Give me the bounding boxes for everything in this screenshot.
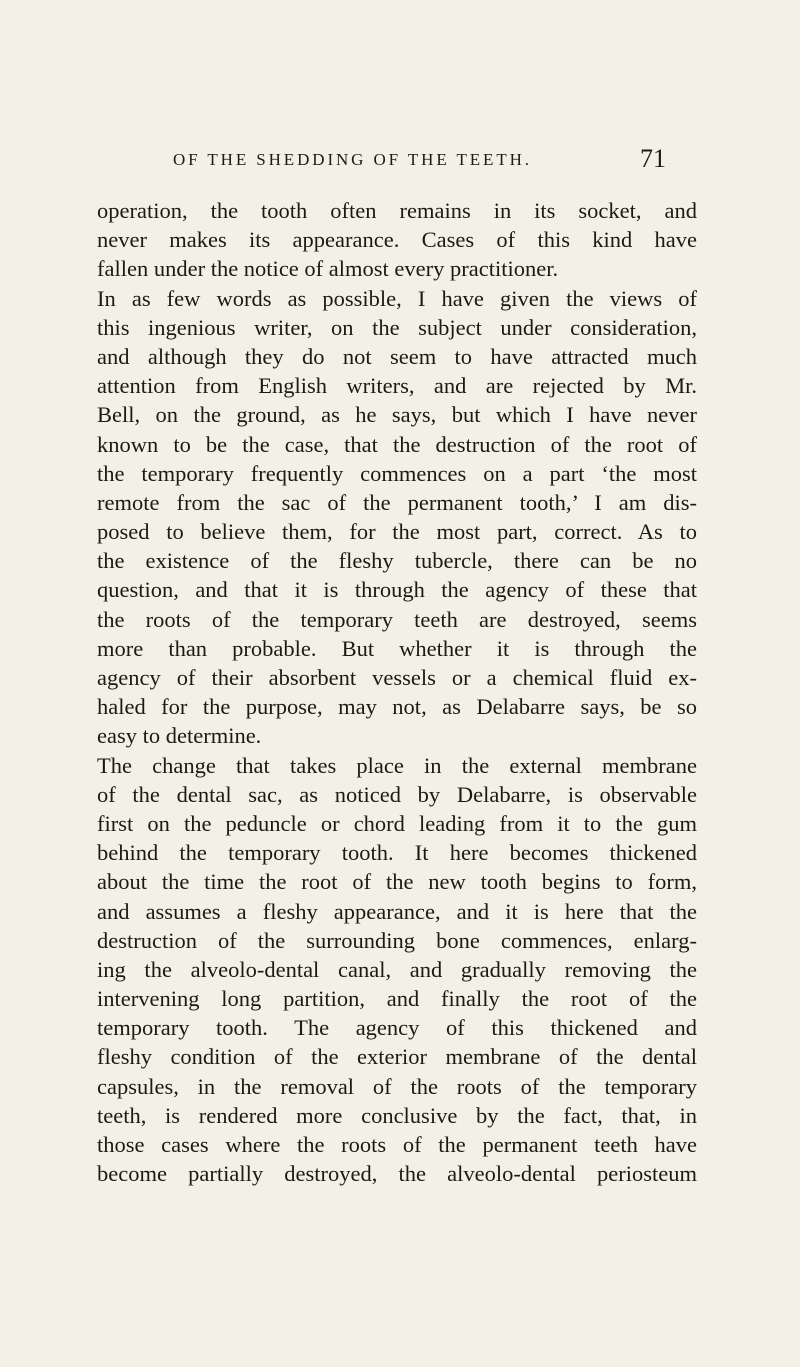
text-line: remote from the sac of the permanent tooth,’ I am dis- bbox=[97, 489, 697, 515]
text-line: this ingenious writer, on the subject under consideration, bbox=[97, 314, 697, 340]
text-line: operation, the tooth often remains in its socket, and bbox=[97, 198, 697, 223]
text-line: The change that takes place in the external membrane bbox=[97, 752, 697, 778]
text-line: easy to determine. bbox=[97, 723, 262, 749]
text-line: behind the temporary tooth. It here becomes thickened bbox=[97, 840, 697, 866]
text-line: teeth, is rendered more conclusive by the fact, that, in bbox=[97, 1102, 697, 1128]
text-line: intervening long partition, and finally the root of the bbox=[97, 986, 697, 1012]
running-head: OF THE SHEDDING OF THE TEETH. bbox=[173, 150, 532, 169]
text-line: temporary tooth. The agency of this thickened and bbox=[97, 1015, 697, 1041]
text-line: capsules, in the removal of the roots of the temporary bbox=[97, 1073, 697, 1099]
text-line: those cases where the roots of the permanent teeth have bbox=[97, 1132, 697, 1157]
text-line: and although they do not seem to have attracted much bbox=[97, 343, 697, 369]
text-line: fleshy condition of the exterior membrane of the dental bbox=[97, 1044, 697, 1070]
body-text bbox=[97, 196, 697, 1188]
text-line: about the time the root of the new tooth begins to form, bbox=[97, 869, 697, 895]
text-line: the temporary frequently commences on a part ‘the most bbox=[97, 460, 697, 486]
text-line: posed to believe them, for the most part, correct. As to bbox=[97, 519, 697, 545]
text-line: attention from English writers, and are rejected by Mr. bbox=[97, 373, 697, 399]
text-line: fallen under the notice of almost every practitioner. bbox=[97, 256, 559, 282]
text-line: In as few words as possible, I have given the views of bbox=[97, 285, 697, 311]
text-line: destruction of the surrounding bone commences, enlarg- bbox=[97, 927, 697, 953]
text-line: ing the alveolo-dental canal, and gradually removing the bbox=[97, 956, 697, 982]
text-line: the existence of the fleshy tubercle, there can be no bbox=[97, 548, 697, 574]
text-line: of the dental sac, as noticed by Delabarre, is observable bbox=[97, 781, 697, 807]
page-number: 71 bbox=[640, 144, 666, 173]
text-line: more than probable. But whether it is through the bbox=[97, 635, 697, 661]
text-line: question, and that it is through the agency of these that bbox=[97, 577, 697, 603]
text-line: Bell, on the ground, as he says, but which I have never bbox=[97, 402, 697, 428]
page-header bbox=[0, 146, 800, 182]
text-line: agency of their absorbent vessels or a chemical fluid ex- bbox=[97, 665, 697, 690]
text-line: and assumes a fleshy appearance, and it is here that the bbox=[97, 898, 697, 924]
text-line: the roots of the temporary teeth are destroyed, seems bbox=[97, 606, 697, 632]
text-line: first on the peduncle or chord leading from it to the gum bbox=[97, 810, 697, 836]
text-line: never makes its appearance. Cases of this kind have bbox=[97, 227, 697, 253]
text-line: known to be the case, that the destruction of the root of bbox=[97, 431, 697, 457]
text-line: become partially destroyed, the alveolo-dental periosteum bbox=[97, 1161, 697, 1187]
text-line: haled for the purpose, may not, as Delabarre says, be so bbox=[97, 694, 697, 720]
